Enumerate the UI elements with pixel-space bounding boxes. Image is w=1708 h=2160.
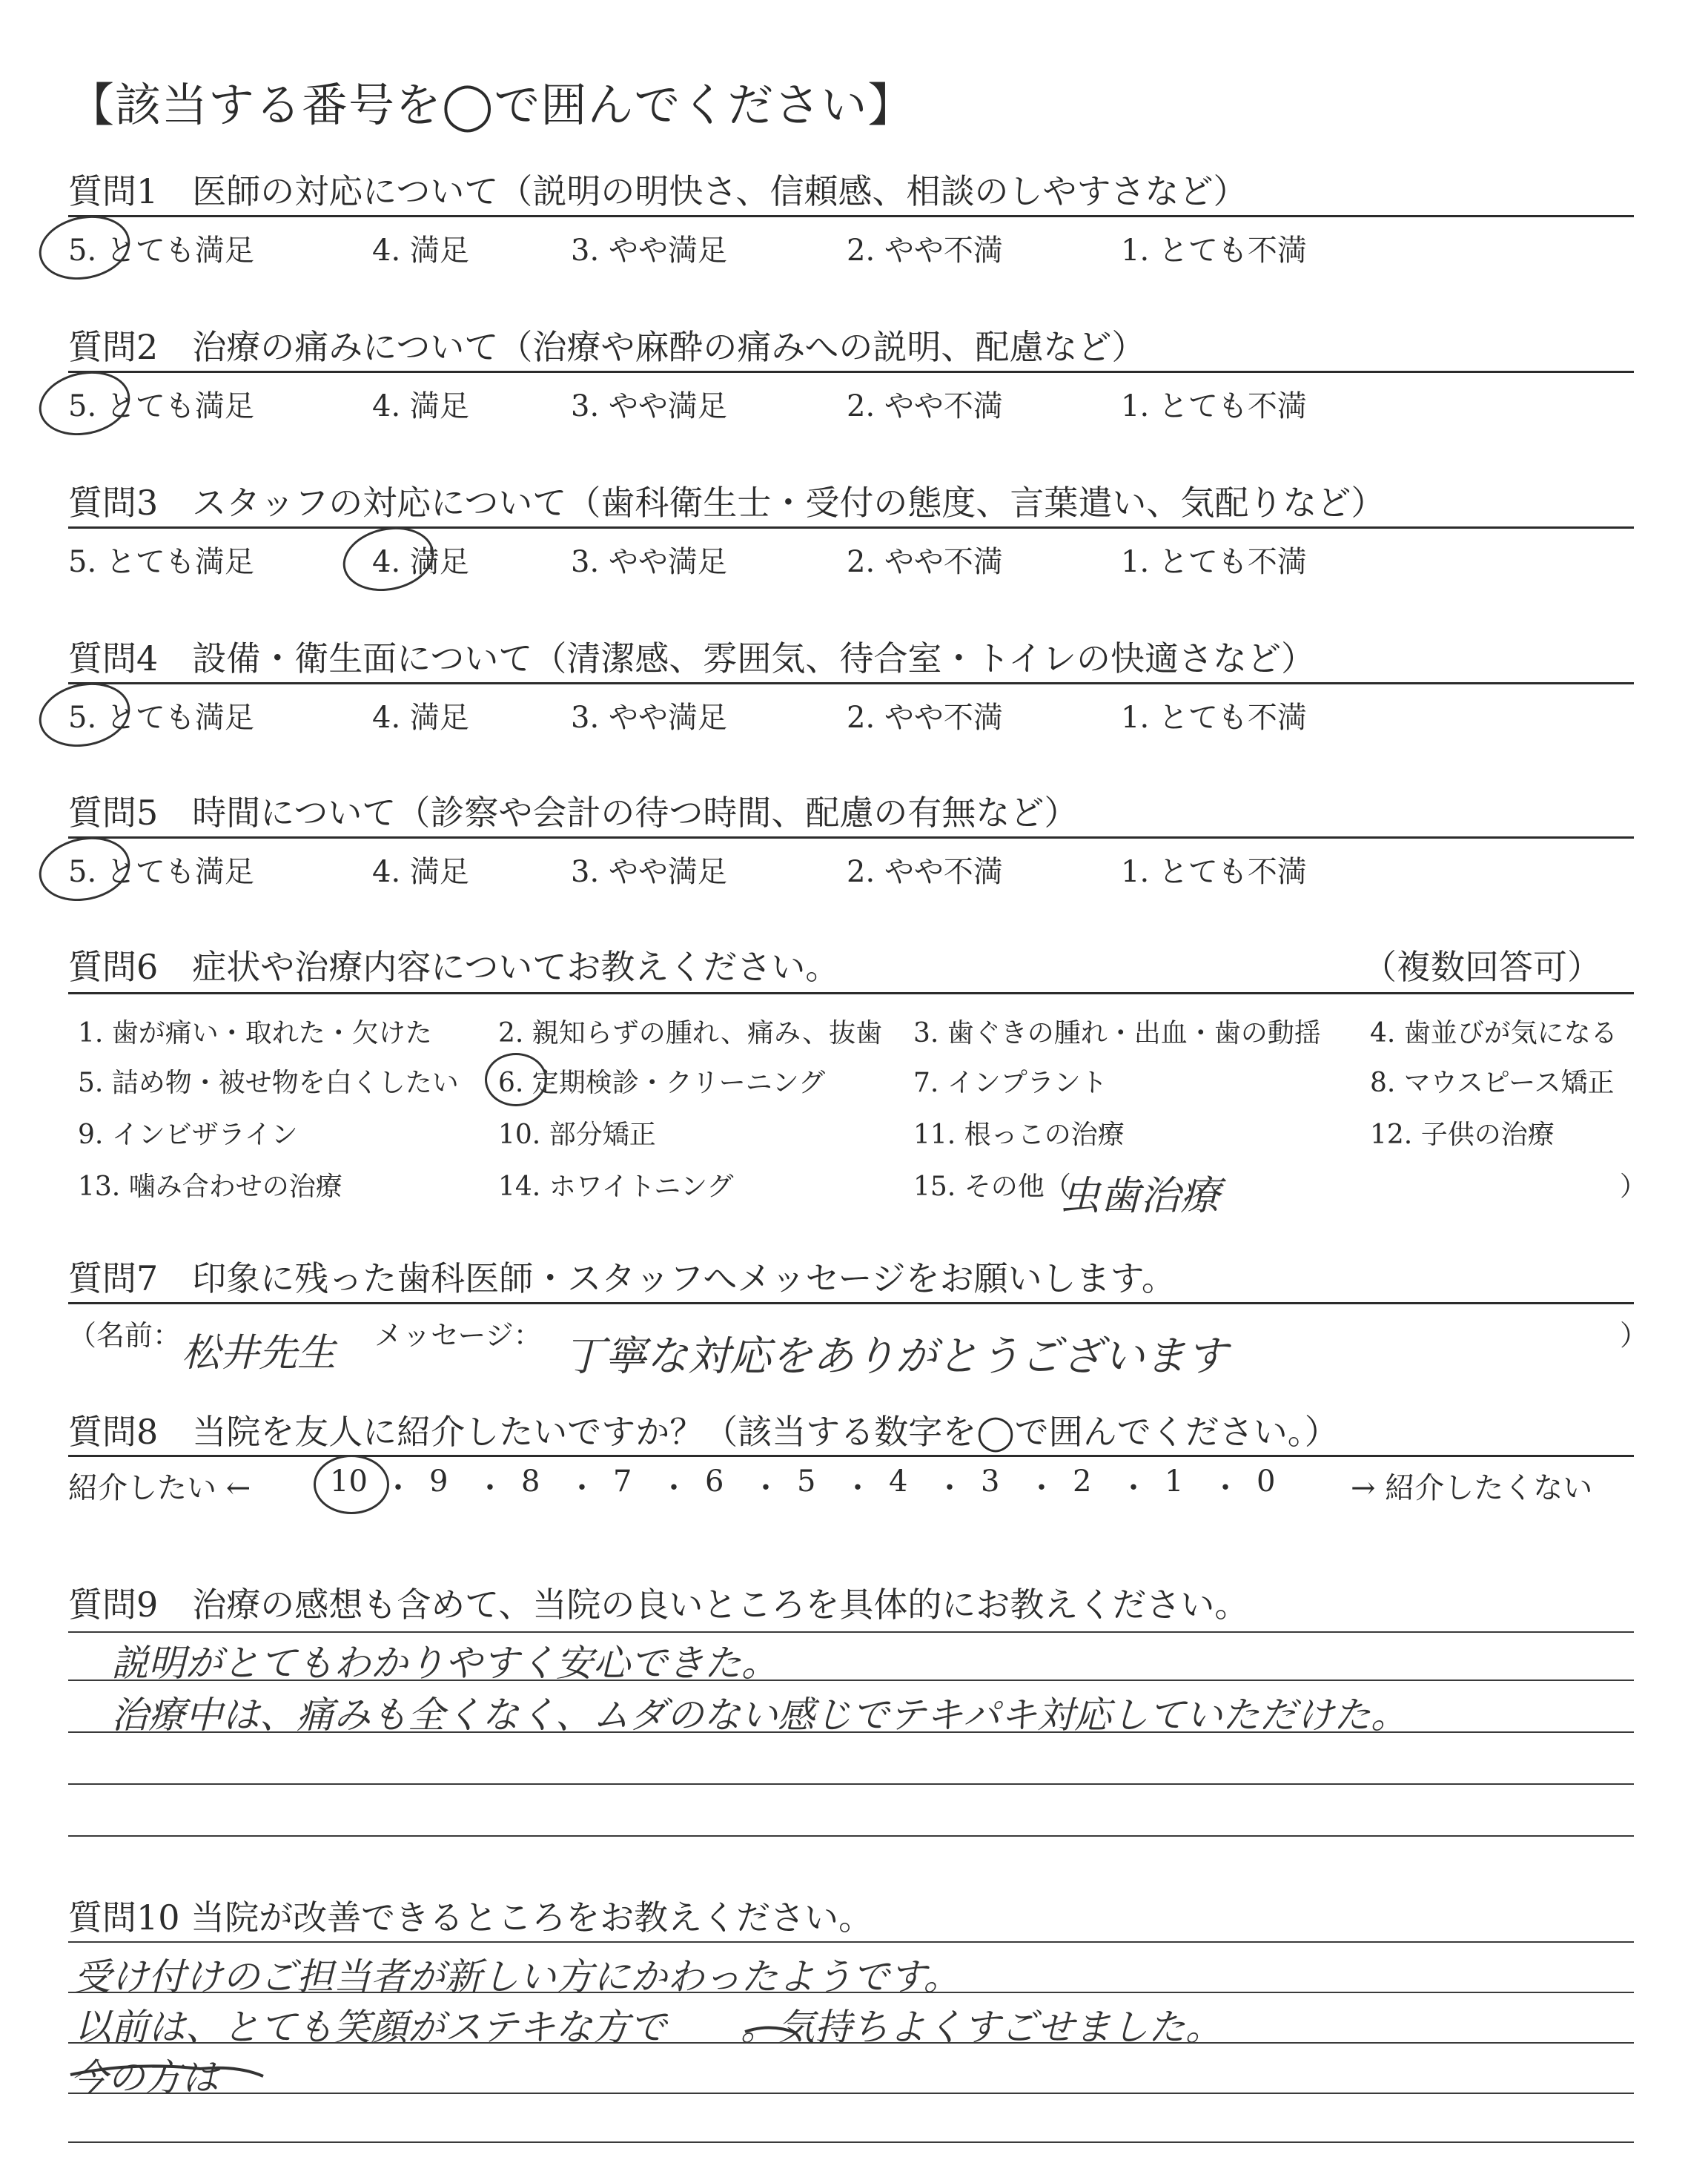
- q2-option-4[interactable]: 4. 満足: [372, 389, 469, 423]
- q3-option-1[interactable]: 1. とても不満: [1121, 545, 1307, 579]
- q8-separator: ・: [567, 1471, 597, 1505]
- q8-separator: ・: [1027, 1471, 1056, 1505]
- q8-scale-8[interactable]: 8: [521, 1464, 540, 1499]
- q6-item-2[interactable]: 2. 親知らずの腫れ、痛み、抜歯: [498, 1018, 883, 1048]
- q2-option-1[interactable]: 1. とても不満: [1121, 389, 1307, 423]
- q10-title: 質問10 当院が改善できるところをお教えください。: [68, 1898, 873, 1938]
- q9-title: 質問9 治療の感想も含めて、当院の良いところを具体的にお教えください。: [68, 1585, 1249, 1625]
- q1-option-5[interactable]: 5. とても満足: [68, 234, 254, 268]
- q3-title: 質問3 スタッフの対応について（歯科衛生士・受付の態度、言葉遣い、気配りなど）: [68, 483, 1386, 523]
- q6-item-4[interactable]: 4. 歯並びが気になる: [1370, 1018, 1618, 1048]
- q4-option-1[interactable]: 1. とても不満: [1121, 701, 1307, 735]
- q8-separator: ・: [475, 1471, 505, 1505]
- q5-option-5[interactable]: 5. とても満足: [68, 855, 254, 889]
- strike-mark-1: [745, 2027, 797, 2033]
- q2-option-2[interactable]: 2. やや不満: [847, 389, 1003, 423]
- q1-option-1[interactable]: 1. とても不満: [1121, 234, 1307, 268]
- q2-option-3[interactable]: 3. やや満足: [571, 389, 727, 423]
- q6-item-7[interactable]: 7. インプラント: [913, 1068, 1108, 1098]
- q6-title: 質問6 症状や治療内容についてお教えください。: [68, 947, 840, 987]
- q8-separator: ・: [935, 1471, 964, 1505]
- q5-option-4[interactable]: 4. 満足: [372, 855, 469, 889]
- q7-message-label: メッセージ：: [374, 1319, 542, 1352]
- q8-right-label: → 紹介したくない: [1351, 1471, 1593, 1505]
- q8-separator: ・: [383, 1471, 413, 1505]
- q6-note: （複数回答可）: [1363, 947, 1601, 987]
- q8-scale-1[interactable]: 1: [1165, 1464, 1184, 1499]
- q3-option-5[interactable]: 5. とても満足: [68, 545, 254, 579]
- q10-answer-1[interactable]: 受け付けのご担当者が新しい方にかわったようです。: [74, 1955, 961, 1998]
- q8-scale-0[interactable]: 0: [1257, 1464, 1276, 1499]
- q8-scale-10[interactable]: 10: [330, 1464, 368, 1499]
- q4-option-4[interactable]: 4. 満足: [372, 701, 469, 735]
- q3-option-4[interactable]: 4. 満足: [372, 545, 469, 579]
- q3-option-3[interactable]: 3. やや満足: [571, 545, 727, 579]
- q8-separator: ・: [751, 1471, 781, 1505]
- q8-scale-2[interactable]: 2: [1073, 1464, 1092, 1499]
- q2-option-5[interactable]: 5. とても満足: [68, 389, 254, 423]
- q8-scale-7[interactable]: 7: [613, 1464, 632, 1499]
- q5-option-1[interactable]: 1. とても不満: [1121, 855, 1307, 889]
- q7-message-value: 丁寧な対応をありがとうございます: [563, 1332, 1228, 1381]
- q1-title: 質問1 医師の対応について（説明の明快さ、信頼感、相談のしやすさなど）: [68, 171, 1248, 211]
- q6-item-10[interactable]: 10. 部分矯正: [498, 1120, 656, 1150]
- q6-item-1[interactable]: 1. 歯が痛い・取れた・欠けた: [78, 1018, 432, 1048]
- strike-mark-2: [70, 2066, 263, 2076]
- q5-option-3[interactable]: 3. やや満足: [571, 855, 727, 889]
- q7-title: 質問7 印象に残った歯科医師・スタッフへメッセージをお願いします。: [68, 1258, 1176, 1298]
- q4-option-3[interactable]: 3. やや満足: [571, 701, 727, 735]
- form-title: 【該当する番号を◯で囲んでください】: [68, 78, 915, 132]
- q8-scale-3[interactable]: 3: [981, 1464, 1000, 1499]
- q3-option-2[interactable]: 2. やや不満: [847, 545, 1003, 579]
- q8-scale-4[interactable]: 4: [889, 1464, 908, 1499]
- q6-item-11[interactable]: 11. 根っこの治療: [913, 1120, 1125, 1150]
- q7-name-label: （名前：: [68, 1319, 182, 1352]
- q8-separator: ・: [1211, 1471, 1240, 1505]
- q6-item-13[interactable]: 13. 噛み合わせの治療: [78, 1172, 342, 1202]
- q6-item-8[interactable]: 8. マウスピース矯正: [1370, 1068, 1615, 1098]
- q1-option-2[interactable]: 2. やや不満: [847, 234, 1003, 268]
- q8-separator: ・: [1119, 1471, 1148, 1505]
- q8-scale-5[interactable]: 5: [797, 1464, 816, 1499]
- q1-option-4[interactable]: 4. 満足: [372, 234, 469, 268]
- q8-separator: ・: [659, 1471, 689, 1505]
- q6-other-text: 虫歯治療: [1060, 1172, 1220, 1219]
- q10-answer-3[interactable]: 今の方は: [70, 2056, 219, 2099]
- q4-title: 質問4 設備・衛生面について（清潔感、雰囲気、待合室・トイレの快適さなど）: [68, 638, 1316, 678]
- q6-item-14[interactable]: 14. ホワイトニング: [498, 1172, 734, 1202]
- q6-item-12[interactable]: 12. 子供の治療: [1370, 1120, 1555, 1150]
- q4-option-5[interactable]: 5. とても満足: [68, 701, 254, 735]
- q5-title: 質問5 時間について（診察や会計の待つ時間、配慮の有無など）: [68, 793, 1079, 833]
- q1-option-3[interactable]: 3. やや満足: [571, 234, 727, 268]
- q8-title: 質問8 当院を友人に紹介したいですか？（該当する数字を◯で囲んでください。）: [68, 1412, 1339, 1452]
- q7-name-value: 松井先生: [182, 1331, 337, 1375]
- q6-item-6[interactable]: 6. 定期検診・クリーニング: [498, 1068, 826, 1098]
- q7-close: ）: [1620, 1319, 1649, 1352]
- q6-item-9[interactable]: 9. インビザライン: [78, 1120, 298, 1150]
- q6-item-5[interactable]: 5. 詰め物・被せ物を白くしたい: [78, 1068, 459, 1098]
- q6-item-3[interactable]: 3. 歯ぐきの腫れ・出血・歯の動揺: [913, 1018, 1321, 1048]
- q8-scale-6[interactable]: 6: [705, 1464, 724, 1499]
- q9-answer-2[interactable]: 治療中は、痛みも全くなく、ムダのない感じでテキパキ対応していただけた。: [111, 1694, 1408, 1737]
- q5-option-2[interactable]: 2. やや不満: [847, 855, 1003, 889]
- q8-scale-9[interactable]: 9: [429, 1464, 448, 1499]
- q8-left-label: 紹介したい ←: [68, 1471, 251, 1505]
- q2-title: 質問2 治療の痛みについて（治療や麻酔の痛みへの説明、配慮など）: [68, 327, 1146, 367]
- q6-item-15[interactable]: 15. その他（: [913, 1172, 1071, 1202]
- q6-item-16[interactable]: ）: [1620, 1172, 1647, 1202]
- q4-option-2[interactable]: 2. やや不満: [847, 701, 1003, 735]
- q8-separator: ・: [843, 1471, 873, 1505]
- q10-answer-2[interactable]: 以前は、とても笑顔がステキな方で 。気持ちよくすごせました。: [74, 2006, 1222, 2049]
- q9-answer-1[interactable]: 説明がとてもわかりやすく安心できた。: [111, 1642, 778, 1685]
